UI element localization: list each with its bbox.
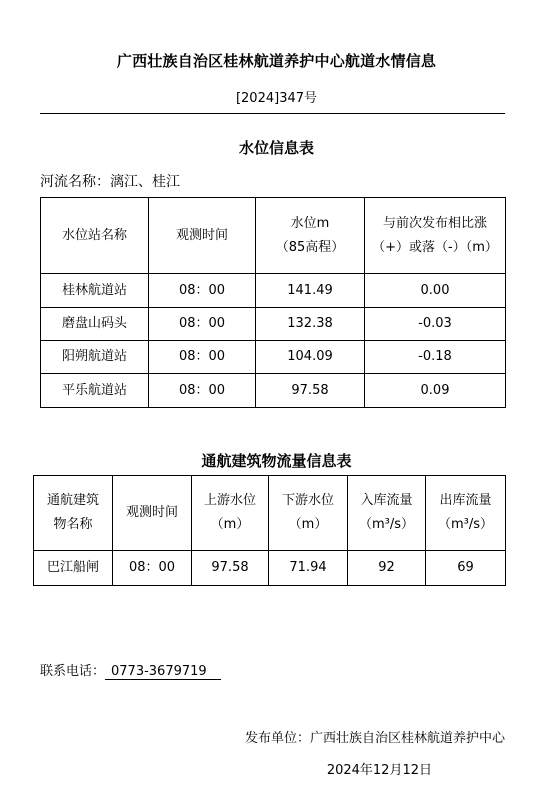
contact-phone-label: 联系电话：: [40, 664, 106, 679]
river-name-label: 河流名称：: [40, 174, 110, 190]
publish-date: 2024年12月12日: [326, 763, 432, 778]
observation-time: 08：00: [149, 374, 256, 408]
table-row: [41, 374, 506, 408]
level-change-value: -0.03: [365, 308, 506, 341]
header-inflow: [348, 476, 426, 551]
water-level-value: 97.58: [256, 374, 365, 408]
header-level-line2: （85高程）: [275, 239, 345, 255]
table-row: [41, 274, 506, 308]
header-structure-name-line1: 通航建筑: [46, 493, 99, 508]
station-name: 磨盘山码头: [41, 308, 149, 341]
level-change-value: 0.00: [365, 274, 506, 308]
water-level-table: [40, 197, 506, 408]
river-name: [40, 171, 180, 191]
contact-phone: [40, 660, 221, 680]
contact-phone-value: 0773-3679719: [105, 664, 221, 680]
header-station: 水位站名称: [41, 198, 149, 274]
header-change-line1: 与前次发布相比涨: [382, 215, 487, 231]
header-time: 观测时间: [149, 198, 256, 274]
publisher: 发布单位：广西壮族自治区桂林航道养护中心: [244, 731, 505, 746]
header-structure-name: [34, 476, 113, 551]
level-change-value: 0.09: [365, 374, 506, 408]
upstream-level-value: 97.58: [192, 551, 269, 586]
river-name-value: 漓江、桂江: [110, 174, 180, 190]
station-name: 平乐航道站: [41, 374, 149, 408]
water-level-header-row: [41, 198, 506, 274]
header-downstream-line2: （m）: [288, 517, 328, 532]
header-level-line1: 水位m: [290, 215, 330, 231]
water-level-value: 141.49: [256, 274, 365, 308]
header-inflow-line1: 入库流量: [360, 493, 413, 508]
inflow-value: 92: [348, 551, 426, 586]
table-row: [41, 341, 506, 374]
header-level: [256, 198, 365, 274]
outflow-value: 69: [426, 551, 506, 586]
header-downstream: [269, 476, 348, 551]
flow-table: [33, 475, 506, 586]
observation-time: 08：00: [149, 308, 256, 341]
flow-table-title: 通航建筑物流量信息表: [201, 452, 352, 470]
header-change: [365, 198, 506, 274]
downstream-level-value: 71.94: [269, 551, 348, 586]
flow-header-row: [34, 476, 506, 551]
header-time: 观测时间: [113, 476, 192, 551]
water-level-table-title: 水位信息表: [238, 139, 314, 157]
header-downstream-line1: 下游水位: [281, 493, 334, 508]
header-upstream-line2: （m）: [210, 517, 250, 532]
table-row: [34, 551, 506, 586]
header-change-line2: （+）或落（-）（m）: [372, 239, 498, 255]
header-outflow: [426, 476, 506, 551]
observation-time: 08：00: [149, 341, 256, 374]
header-divider: [40, 113, 505, 114]
header-inflow-line2: （m³/s）: [358, 517, 415, 532]
table-row: [41, 308, 506, 341]
header-upstream-line1: 上游水位: [203, 493, 256, 508]
level-change-value: -0.18: [365, 341, 506, 374]
observation-time: 08：00: [113, 551, 192, 586]
station-name: 阳朔航道站: [41, 341, 149, 374]
header-structure-name-line2: 物名称: [53, 517, 93, 532]
document-title: 广西壮族自治区桂林航道养护中心航道水情信息: [116, 52, 437, 70]
structure-name: 巴江船闸: [34, 551, 113, 586]
water-level-value: 132.38: [256, 308, 365, 341]
header-outflow-line1: 出库流量: [439, 493, 492, 508]
header-outflow-line2: （m³/s）: [437, 517, 494, 532]
water-level-value: 104.09: [256, 341, 365, 374]
station-name: 桂林航道站: [41, 274, 149, 308]
header-upstream: [192, 476, 269, 551]
document-number: [2024]347号: [235, 91, 318, 106]
observation-time: 08：00: [149, 274, 256, 308]
